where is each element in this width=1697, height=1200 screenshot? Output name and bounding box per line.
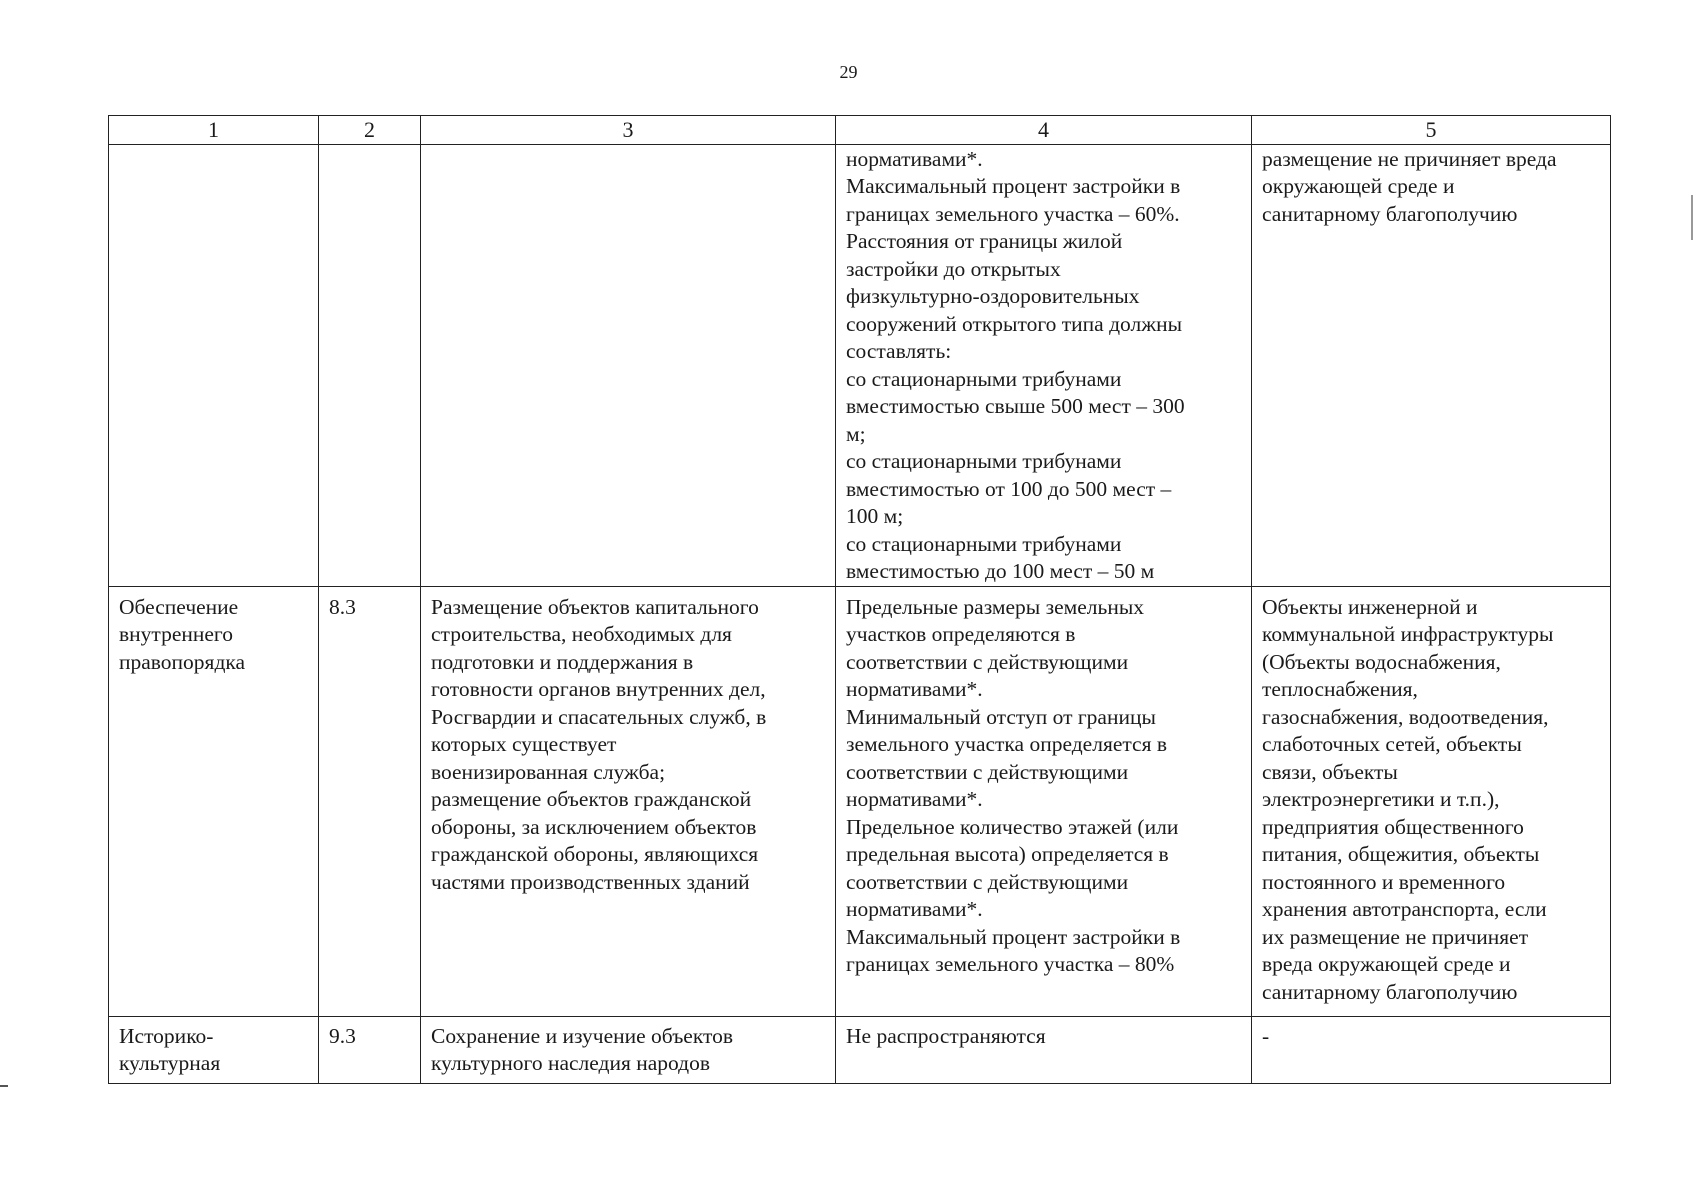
- cell-text-line: постоянного и временного: [1262, 869, 1506, 894]
- cell-text-line: теплоснабжения,: [1262, 677, 1418, 701]
- cell-description: [421, 144, 836, 586]
- table-row: [109, 586, 1611, 1016]
- cell-text-line: электроэнергетики и т.п.),: [1262, 787, 1500, 811]
- cell-code: 8.3: [319, 586, 421, 1016]
- cell-text-line: составлять:: [846, 339, 952, 363]
- scan-edge-mark-left: [0, 1085, 8, 1087]
- cell-parameters: [836, 586, 1252, 1016]
- column-header-5: 5: [1252, 116, 1611, 145]
- cell-code: 9.3: [319, 1016, 421, 1083]
- cell-parameters: [836, 144, 1252, 586]
- cell-text-line: Сохранение и изучение объектов: [431, 1023, 734, 1048]
- cell-description: [421, 586, 836, 1016]
- cell-auxiliary-uses: [1252, 144, 1611, 586]
- cell-text-line: санитарному благополучию: [1262, 979, 1518, 1004]
- cell-parameters: [836, 1016, 1252, 1083]
- cell-text-line: Максимальный процент застройки в: [846, 924, 1181, 949]
- cell-text-line: Предельное количество этажей (или: [846, 814, 1179, 839]
- cell-text-line: культурного наследия народов: [431, 1051, 710, 1075]
- cell-text-line: сооружений открытого типа должны: [846, 311, 1183, 336]
- cell-text-line: нормативами*.: [846, 146, 983, 171]
- cell-text-line: гражданской обороны, являющихся: [431, 842, 759, 866]
- cell-text-line: строительства, необходимых для: [431, 622, 732, 646]
- cell-text-line: предельная высота) определяется в: [846, 842, 1169, 866]
- cell-text-line: размещение объектов гражданской: [431, 787, 752, 811]
- cell-text-line: соответствии с действующими: [846, 869, 1129, 894]
- cell-use-type: [109, 1016, 319, 1083]
- table-row: [109, 144, 1611, 586]
- page-number: 29: [839, 62, 858, 82]
- cell-text-line: питания, общежития, объекты: [1262, 842, 1540, 866]
- cell-text-line: со стационарными трибунами: [846, 531, 1122, 556]
- cell-text-line: вреда окружающей среде и: [1262, 952, 1511, 976]
- column-header-4: 4: [836, 116, 1252, 145]
- cell-text-line: Предельные размеры земельных: [846, 594, 1145, 619]
- cell-text-line: Обеспечение: [119, 594, 239, 619]
- cell-text-line: обороны, за исключением объектов: [431, 814, 757, 839]
- cell-code: [319, 144, 421, 586]
- cell-text-line: размещение не причиняет вреда: [1262, 146, 1557, 171]
- cell-text-line: -: [1262, 1023, 1270, 1048]
- cell-text-line: Размещение объектов капитального: [431, 594, 759, 619]
- cell-text-line: Объекты инженерной и: [1262, 594, 1478, 619]
- cell-text-line: физкультурно-оздоровительных: [846, 284, 1140, 308]
- cell-text-line: частями производственных зданий: [431, 869, 750, 894]
- cell-auxiliary-uses: [1252, 1016, 1611, 1083]
- cell-text-line: соответствии с действующими: [846, 759, 1129, 784]
- cell-text-line: коммунальной инфраструктуры: [1262, 622, 1554, 646]
- cell-text-line: застройки до открытых: [846, 256, 1061, 281]
- cell-text-line: земельного участка определяется в: [846, 732, 1167, 756]
- cell-text-line: культурная: [119, 1051, 221, 1075]
- cell-text-line: Расстояния от границы жилой: [846, 229, 1123, 253]
- cell-auxiliary-uses: [1252, 586, 1611, 1016]
- column-header-1: 1: [109, 116, 319, 145]
- cell-text-line: нормативами*.: [846, 897, 983, 921]
- cell-use-type: [109, 586, 319, 1016]
- cell-text-line: со стационарными трибунами: [846, 366, 1122, 391]
- cell-text-line: их размещение не причиняет: [1262, 924, 1529, 949]
- cell-description: [421, 1016, 836, 1083]
- cell-text-line: 100 м;: [846, 504, 904, 528]
- cell-text-line: Минимальный отступ от границы: [846, 704, 1156, 729]
- cell-text-line: со стационарными трибунами: [846, 449, 1122, 473]
- cell-text-line: Росгвардии и спасательных служб, в: [431, 704, 767, 729]
- cell-text-line: подготовки и поддержания в: [431, 649, 694, 674]
- cell-text-line: предприятия общественного: [1262, 814, 1524, 839]
- cell-text-line: границах земельного участка – 80%: [846, 952, 1175, 976]
- cell-text-line: которых существует: [431, 732, 617, 756]
- cell-text-line: Максимальный процент застройки в: [846, 174, 1181, 198]
- cell-text-line: (Объекты водоснабжения,: [1262, 649, 1501, 674]
- cell-text-line: вместимостью до 100 мест – 50 м: [846, 559, 1155, 583]
- cell-text-line: связи, объекты: [1262, 759, 1398, 784]
- scan-edge-mark-right: [1691, 195, 1693, 240]
- cell-text-line: нормативами*.: [846, 677, 983, 701]
- cell-text-line: газоснабжения, водоотведения,: [1262, 704, 1549, 729]
- cell-text-line: участков определяются в: [846, 622, 1076, 646]
- table-row: [109, 1016, 1611, 1083]
- cell-text-line: санитарному благополучию: [1262, 201, 1518, 226]
- land-use-table: [108, 115, 1611, 1084]
- cell-text-line: окружающей среде и: [1262, 174, 1455, 198]
- cell-text-line: вместимостью от 100 до 500 мест –: [846, 476, 1172, 501]
- table-header-row: [109, 116, 1611, 145]
- column-header-2: 2: [319, 116, 421, 145]
- cell-text-line: правопорядка: [119, 649, 246, 674]
- cell-use-type: [109, 144, 319, 586]
- cell-text-line: Не распространяются: [846, 1023, 1046, 1048]
- cell-text-line: военизированная служба;: [431, 759, 666, 784]
- column-header-3: 3: [421, 116, 836, 145]
- cell-text-line: Историко-: [119, 1023, 214, 1048]
- cell-text-line: слаботочных сетей, объекты: [1262, 732, 1522, 756]
- cell-text-line: м;: [846, 421, 866, 446]
- cell-text-line: готовности органов внутренних дел,: [431, 677, 766, 701]
- cell-text-line: внутреннего: [119, 622, 233, 646]
- cell-text-line: вместимостью свыше 500 мест – 300: [846, 394, 1185, 418]
- cell-text-line: границах земельного участка – 60%.: [846, 201, 1180, 226]
- cell-text-line: соответствии с действующими: [846, 649, 1129, 674]
- cell-text-line: хранения автотранспорта, если: [1262, 897, 1547, 921]
- cell-text-line: нормативами*.: [846, 787, 983, 811]
